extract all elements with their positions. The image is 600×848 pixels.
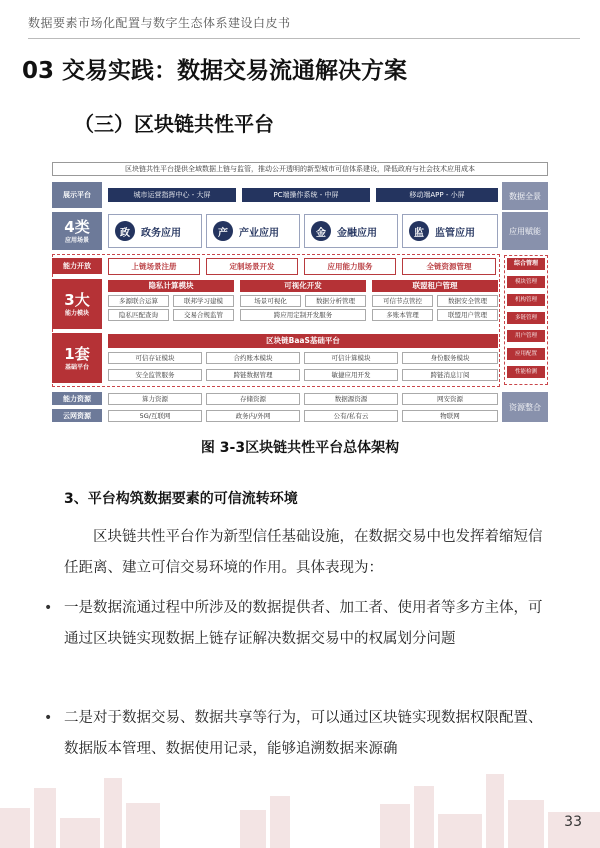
apps-label: 4类 应用场景 [52, 212, 102, 250]
module-cell: 场景可视化 [240, 295, 301, 307]
finance-icon: 金 [311, 221, 331, 241]
module-cell: 多源联合运算 [108, 295, 169, 307]
resource-cell: 公有/私有云 [304, 410, 398, 422]
display-platform-label: 展示平台 [52, 182, 102, 208]
base-cell: 安全监管服务 [108, 369, 202, 381]
base-cell: 跨链数据管理 [206, 369, 300, 381]
management-title: 综合管理 [507, 258, 545, 270]
base-cell: 可信计算模块 [304, 352, 398, 364]
architecture-diagram [52, 162, 548, 424]
app-card-regulation: 监 监管应用 [402, 214, 498, 248]
bullet-marker: • [44, 710, 53, 726]
header-title: 数据要素市场化配置与数字生态体系建设白皮书 [28, 16, 291, 30]
module-cell: 可信节点管控 [372, 295, 433, 307]
app-card-finance: 金 金融应用 [304, 214, 398, 248]
module-cell: 多账本管理 [372, 309, 433, 321]
app-enable-label: 应用赋能 [502, 212, 548, 250]
data-overview-label: 数据全景 [502, 182, 548, 210]
module-cell: 数据分析管理 [305, 295, 366, 307]
base-cell: 敏捷应用开发 [304, 369, 398, 381]
screen-medium: PC端操作系统 - 中屏 [242, 188, 370, 202]
management-column [504, 255, 548, 385]
module-cell: 交易合规监管 [173, 309, 234, 321]
management-item: 模块管理 [507, 276, 545, 288]
module-cell: 联邦学习建模 [173, 295, 234, 307]
resource-cell: 网安资源 [402, 393, 498, 405]
resource-label: 能力资源 [52, 392, 102, 405]
resource-cell: 5G/互联网 [108, 410, 202, 422]
capability-label: 能力开放 [52, 258, 102, 274]
intro-paragraph: 区块链共性平台作为新型信任基础设施，在数据交易中也发挥着缩短信任距离、建立可信交易环境的作用。具体表现为： [64, 529, 543, 576]
page-number: 33 [564, 814, 582, 830]
resource-label: 云网资源 [52, 409, 102, 422]
resource-cell: 物联网 [402, 410, 498, 422]
management-item: 多链管理 [507, 312, 545, 324]
resource-cell: 算力资源 [108, 393, 202, 405]
module-cell: 隐私匹配查询 [108, 309, 169, 321]
management-item: 性能检测 [507, 366, 545, 378]
resource-cell: 政务内/外网 [206, 410, 300, 422]
resource-cell: 数据源资源 [304, 393, 398, 405]
management-item: 机构管理 [507, 294, 545, 306]
skyline-watermark [0, 738, 600, 848]
capability-item: 上链场景注册 [108, 258, 200, 275]
modules-label: 3大 能力模块 [52, 279, 102, 329]
section-heading: 3、平台构筑数据要素的可信流转环境 [64, 491, 298, 507]
base-cell: 身份服务模块 [402, 352, 498, 364]
module-cell: 联盟用户管理 [437, 309, 498, 321]
module-title: 可视化开发 [240, 280, 366, 292]
app-card-government: 政 政务应用 [108, 214, 202, 248]
base-label: 1套 基础平台 [52, 333, 102, 383]
app-card-industry: 产 产业应用 [206, 214, 300, 248]
header-rule [28, 38, 580, 39]
base-title: 区块链BaaS基础平台 [108, 334, 498, 348]
management-item: 应用配置 [507, 348, 545, 360]
module-title: 联盟租户管理 [372, 280, 498, 292]
figure-caption: 图 3-3区块链共性平台总体架构 [200, 440, 400, 456]
regulation-icon: 监 [409, 221, 429, 241]
capability-item: 应用能力服务 [304, 258, 396, 275]
screen-large: 城市运营指挥中心 - 大屏 [108, 188, 236, 202]
industry-icon: 产 [213, 221, 233, 241]
bullet-item: 一是数据流通过程中所涉及的数据提供者、加工者、使用者等多方主体，可通过区块链实现数据上链存证解决数据交易中的权属划分问题 [64, 600, 543, 647]
module-cell: 跨应用定制开发服务 [240, 309, 366, 321]
capability-item: 全链资源管理 [402, 258, 496, 275]
resource-integration-label: 资源整合 [502, 392, 548, 422]
base-cell: 可信存证模块 [108, 352, 202, 364]
base-cell: 跨链消息订阅 [402, 369, 498, 381]
screen-small: 移动端APP - 小屏 [376, 188, 498, 202]
bullet-item: 二是对于数据交易、数据共享等行为，可以通过区块链实现数据权限配置、数据版本管理、数据使用记录，能够追溯数据来源确 [64, 710, 543, 757]
module-title: 隐私计算模块 [108, 280, 234, 292]
capability-item: 定制场景开发 [206, 258, 298, 275]
management-item: 用户管理 [507, 330, 545, 342]
section-title: 03 交易实践：数据交易流通解决方案 [22, 58, 408, 84]
module-cell: 数据安全管理 [437, 295, 498, 307]
bullet-marker: • [44, 600, 53, 616]
government-icon: 政 [115, 221, 135, 241]
resource-cell: 存储资源 [206, 393, 300, 405]
sub-title: （三）区块链共性平台 [74, 112, 274, 136]
base-cell: 合约账本模块 [206, 352, 300, 364]
diagram-banner: 区块链共性平台提供全域数据上链与监管，推动公开透明的新型城市可信体系建设，降低政府与社会技术应用成本 [52, 162, 548, 176]
